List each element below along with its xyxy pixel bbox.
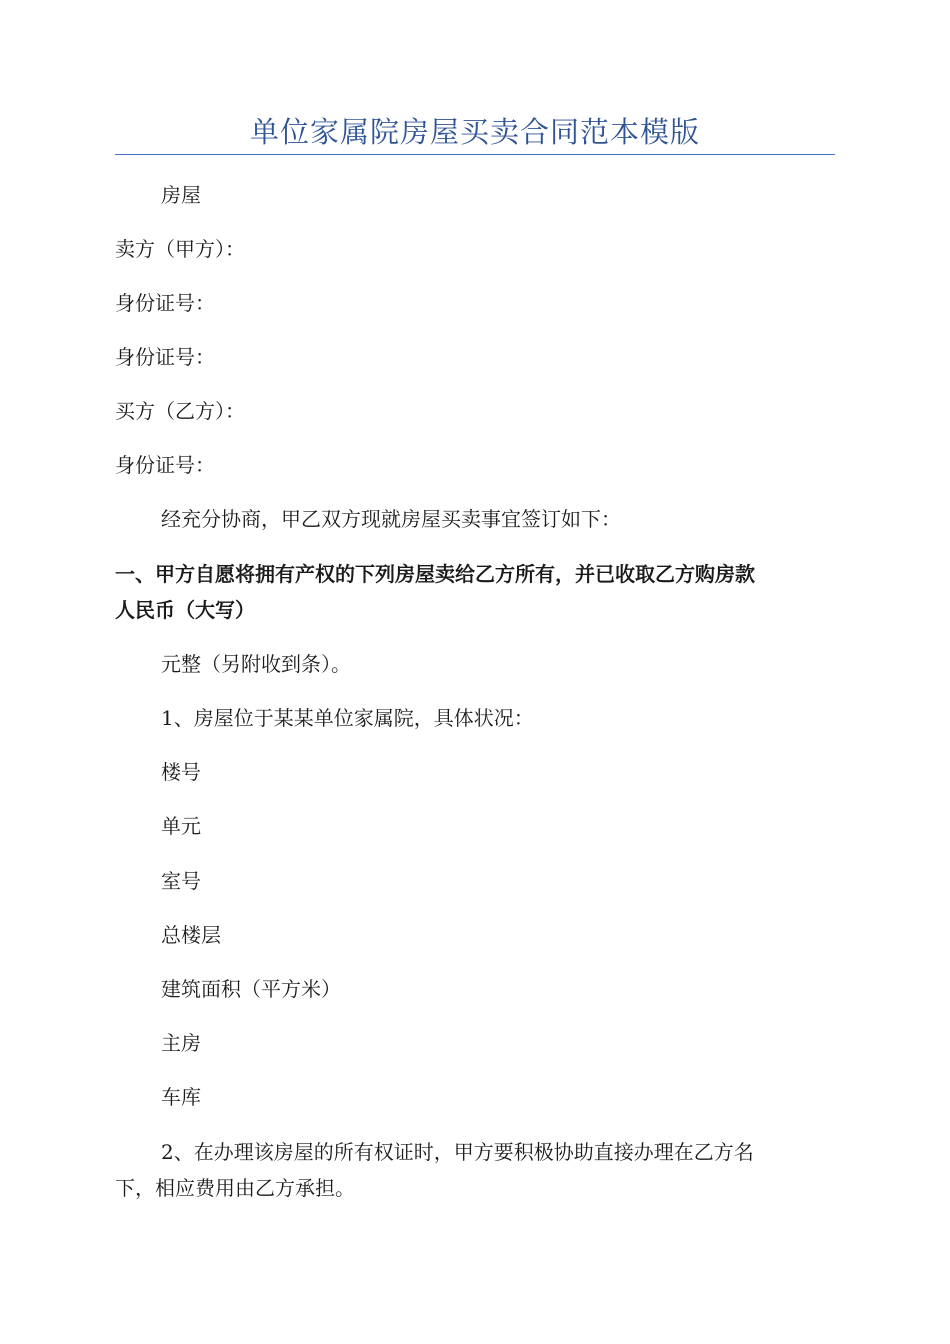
text-line: 主房: [161, 1031, 201, 1055]
title-underline: [115, 154, 835, 155]
text-line: 车库: [161, 1085, 201, 1109]
document-title: 单位家属院房屋买卖合同范本模版: [249, 115, 700, 149]
section-heading-line: 人民币（大写）: [115, 598, 255, 622]
text-line: 2、在办理该房屋的所有权证时，甲方要积极协助直接办理在乙方名: [161, 1140, 754, 1164]
text-line: 楼号: [161, 760, 201, 784]
text-line: 身份证号：: [115, 291, 215, 315]
text-line: 卖方（甲方）：: [115, 237, 245, 261]
text-line: 身份证号：: [115, 345, 215, 369]
text-line: 总楼层: [161, 923, 221, 947]
section-heading-line: 一、甲方自愿将拥有产权的下列房屋卖给乙方所有，并已收取乙方购房款: [115, 562, 755, 586]
text-line: 1、房屋位于某某单位家属院，具体状况：: [161, 706, 534, 730]
text-line: 买方（乙方）：: [115, 399, 245, 423]
text-line: 经充分协商，甲乙双方现就房屋买卖事宜签订如下：: [161, 507, 621, 531]
text-line: 身份证号：: [115, 453, 215, 477]
text-line: 房屋: [161, 183, 201, 207]
text-line: 建筑面积（平方米）: [161, 977, 341, 1001]
text-line: 单元: [161, 814, 201, 838]
text-line: 室号: [161, 869, 201, 893]
text-line: 下，相应费用由乙方承担。: [115, 1176, 355, 1200]
text-line: 元整（另附收到条）。: [161, 652, 351, 676]
